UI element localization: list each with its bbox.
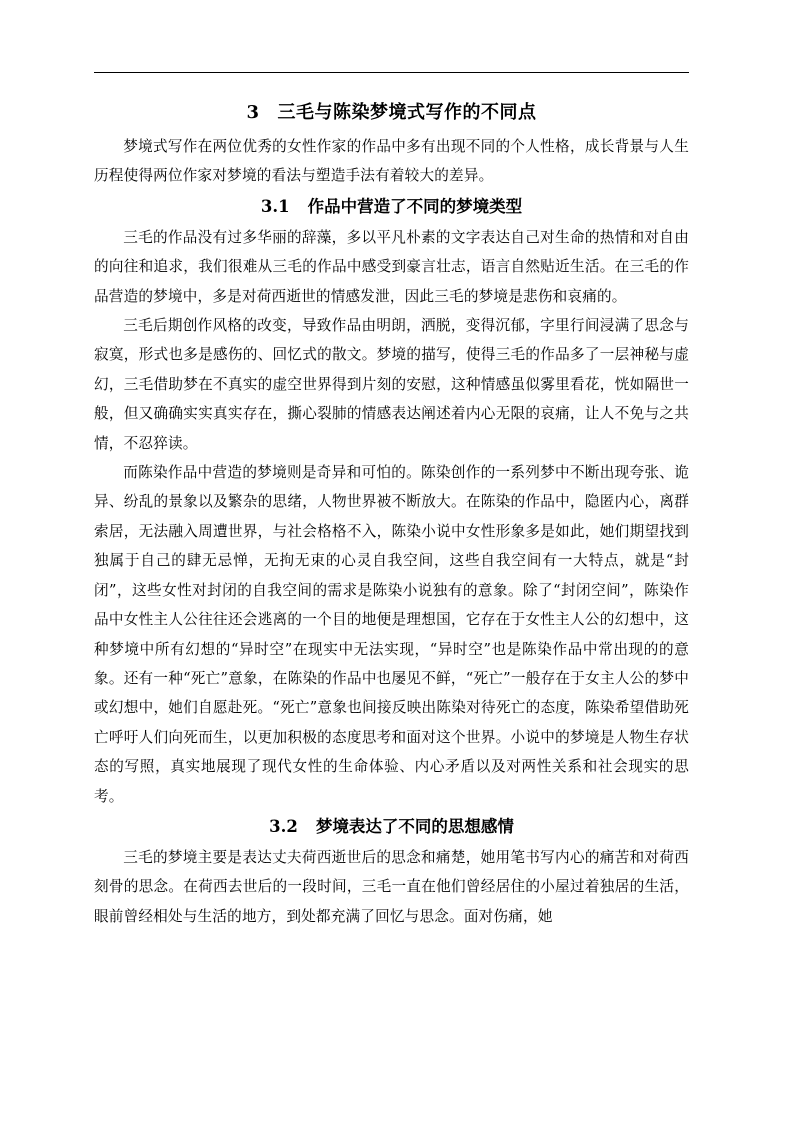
paragraph-2: 三毛后期创作风格的改变，导致作品由明朗，洒脱，变得沉郁，字里行间浸满了思念与寂寞，形式也多是感伤的、回忆式的散文。梦境的描写，使得三毛的作品多了一层神秘与虚幻，三毛借助梦在不真实的虚空世界得到片刻的安慰，这种情感虽似雾里看花，恍如隔世一般，但又确确实实真实存在，撕心裂肺的情感表达阐述着内心无限的哀痛，让人不免与之共情，不忍猝读。 — [94, 317, 689, 452]
section-3-1-heading — [94, 191, 689, 223]
paragraph-4: 三毛的梦境主要是表达丈夫荷西逝世后的思念和痛楚，她用笔书写内心的痛苦和对荷西刻骨的思念。在荷西去世后的一段时间，三毛一直在他们曾经居住的小屋过着独居的生活，眼前曾经相处与生活的地方，到处都充满了回忆与思念。面对伤痛，她 — [94, 848, 689, 925]
paragraph-1: 三毛的作品没有过多华丽的辞藻，多以平凡朴素的文字表达自己对生命的热情和对自由的向往和追求，我们很难从三毛的作品中感受到豪言壮志，语言自然贴近生活。在三毛的作品营造的梦境中，多是对荷西逝世的情感发泄，因此三毛的梦境是悲伤和哀痛的。 — [94, 228, 689, 305]
intro-paragraph: 梦境式写作在两位优秀的女性作家的作品中多有出现不同的个人性格，成长背景与人生历程使得两位作家对梦境的看法与塑造手法有着较大的差异。 — [94, 138, 689, 185]
header-rule — [94, 72, 689, 73]
section-number: 3 — [246, 102, 260, 123]
section-title: 三毛与陈染梦境式写作的不同点 — [277, 102, 537, 123]
section-title: 作品中营造了不同的梦境类型 — [307, 196, 523, 216]
section-number: 3.1 — [260, 196, 290, 216]
section-3-heading — [94, 96, 689, 130]
paragraph-3: 而陈染作品中营造的梦境则是奇异和可怕的。陈染创作的一系列梦中不断出现夸张、诡异、纷乱的景象以及繁杂的思绪，人物世界被不断放大。在陈染的作品中，隐匿内心，离群索居，无法融入周遭世界，与社会格格不入，陈染小说中女性形象多是如此，她们期望找到独属于自己的肆无忌惮，无拘无束的心灵自我空间，这些自我空间有一大特点，就是“封闭”，这些女性对封闭的自我空间的需求是陈染小说独有的意象。除了“封闭空间”，陈染作品中女性主人公往往还会逃离的一个目的地便是理想国，它存在于女性主人公的幻想中，这种梦境中所有幻想的“异时空”在现实中无法实现，“异时空”也是陈染作品中常出现的的意象。还有一种“死亡”意象，在陈染的作品中也屡见不鲜，“死亡”一般存在于女主人公的梦中或幻想中，她们自愿赴死。“死亡”意象也间接反映出陈染对待死亡的态度，陈染希望借助死亡呼吁人们向死而生，以更加积极的态度思考和面对这个世界。小说中的梦境是人物生存状态的写照，真实地展现了现代女性的生命体验、内心矛盾以及对两性关系和社会现实的思考。 — [94, 464, 689, 805]
section-title: 梦境表达了不同的思想感情 — [315, 816, 514, 836]
page-content — [94, 96, 689, 931]
section-number: 3.2 — [269, 816, 298, 836]
section-3-2-heading — [94, 811, 689, 843]
